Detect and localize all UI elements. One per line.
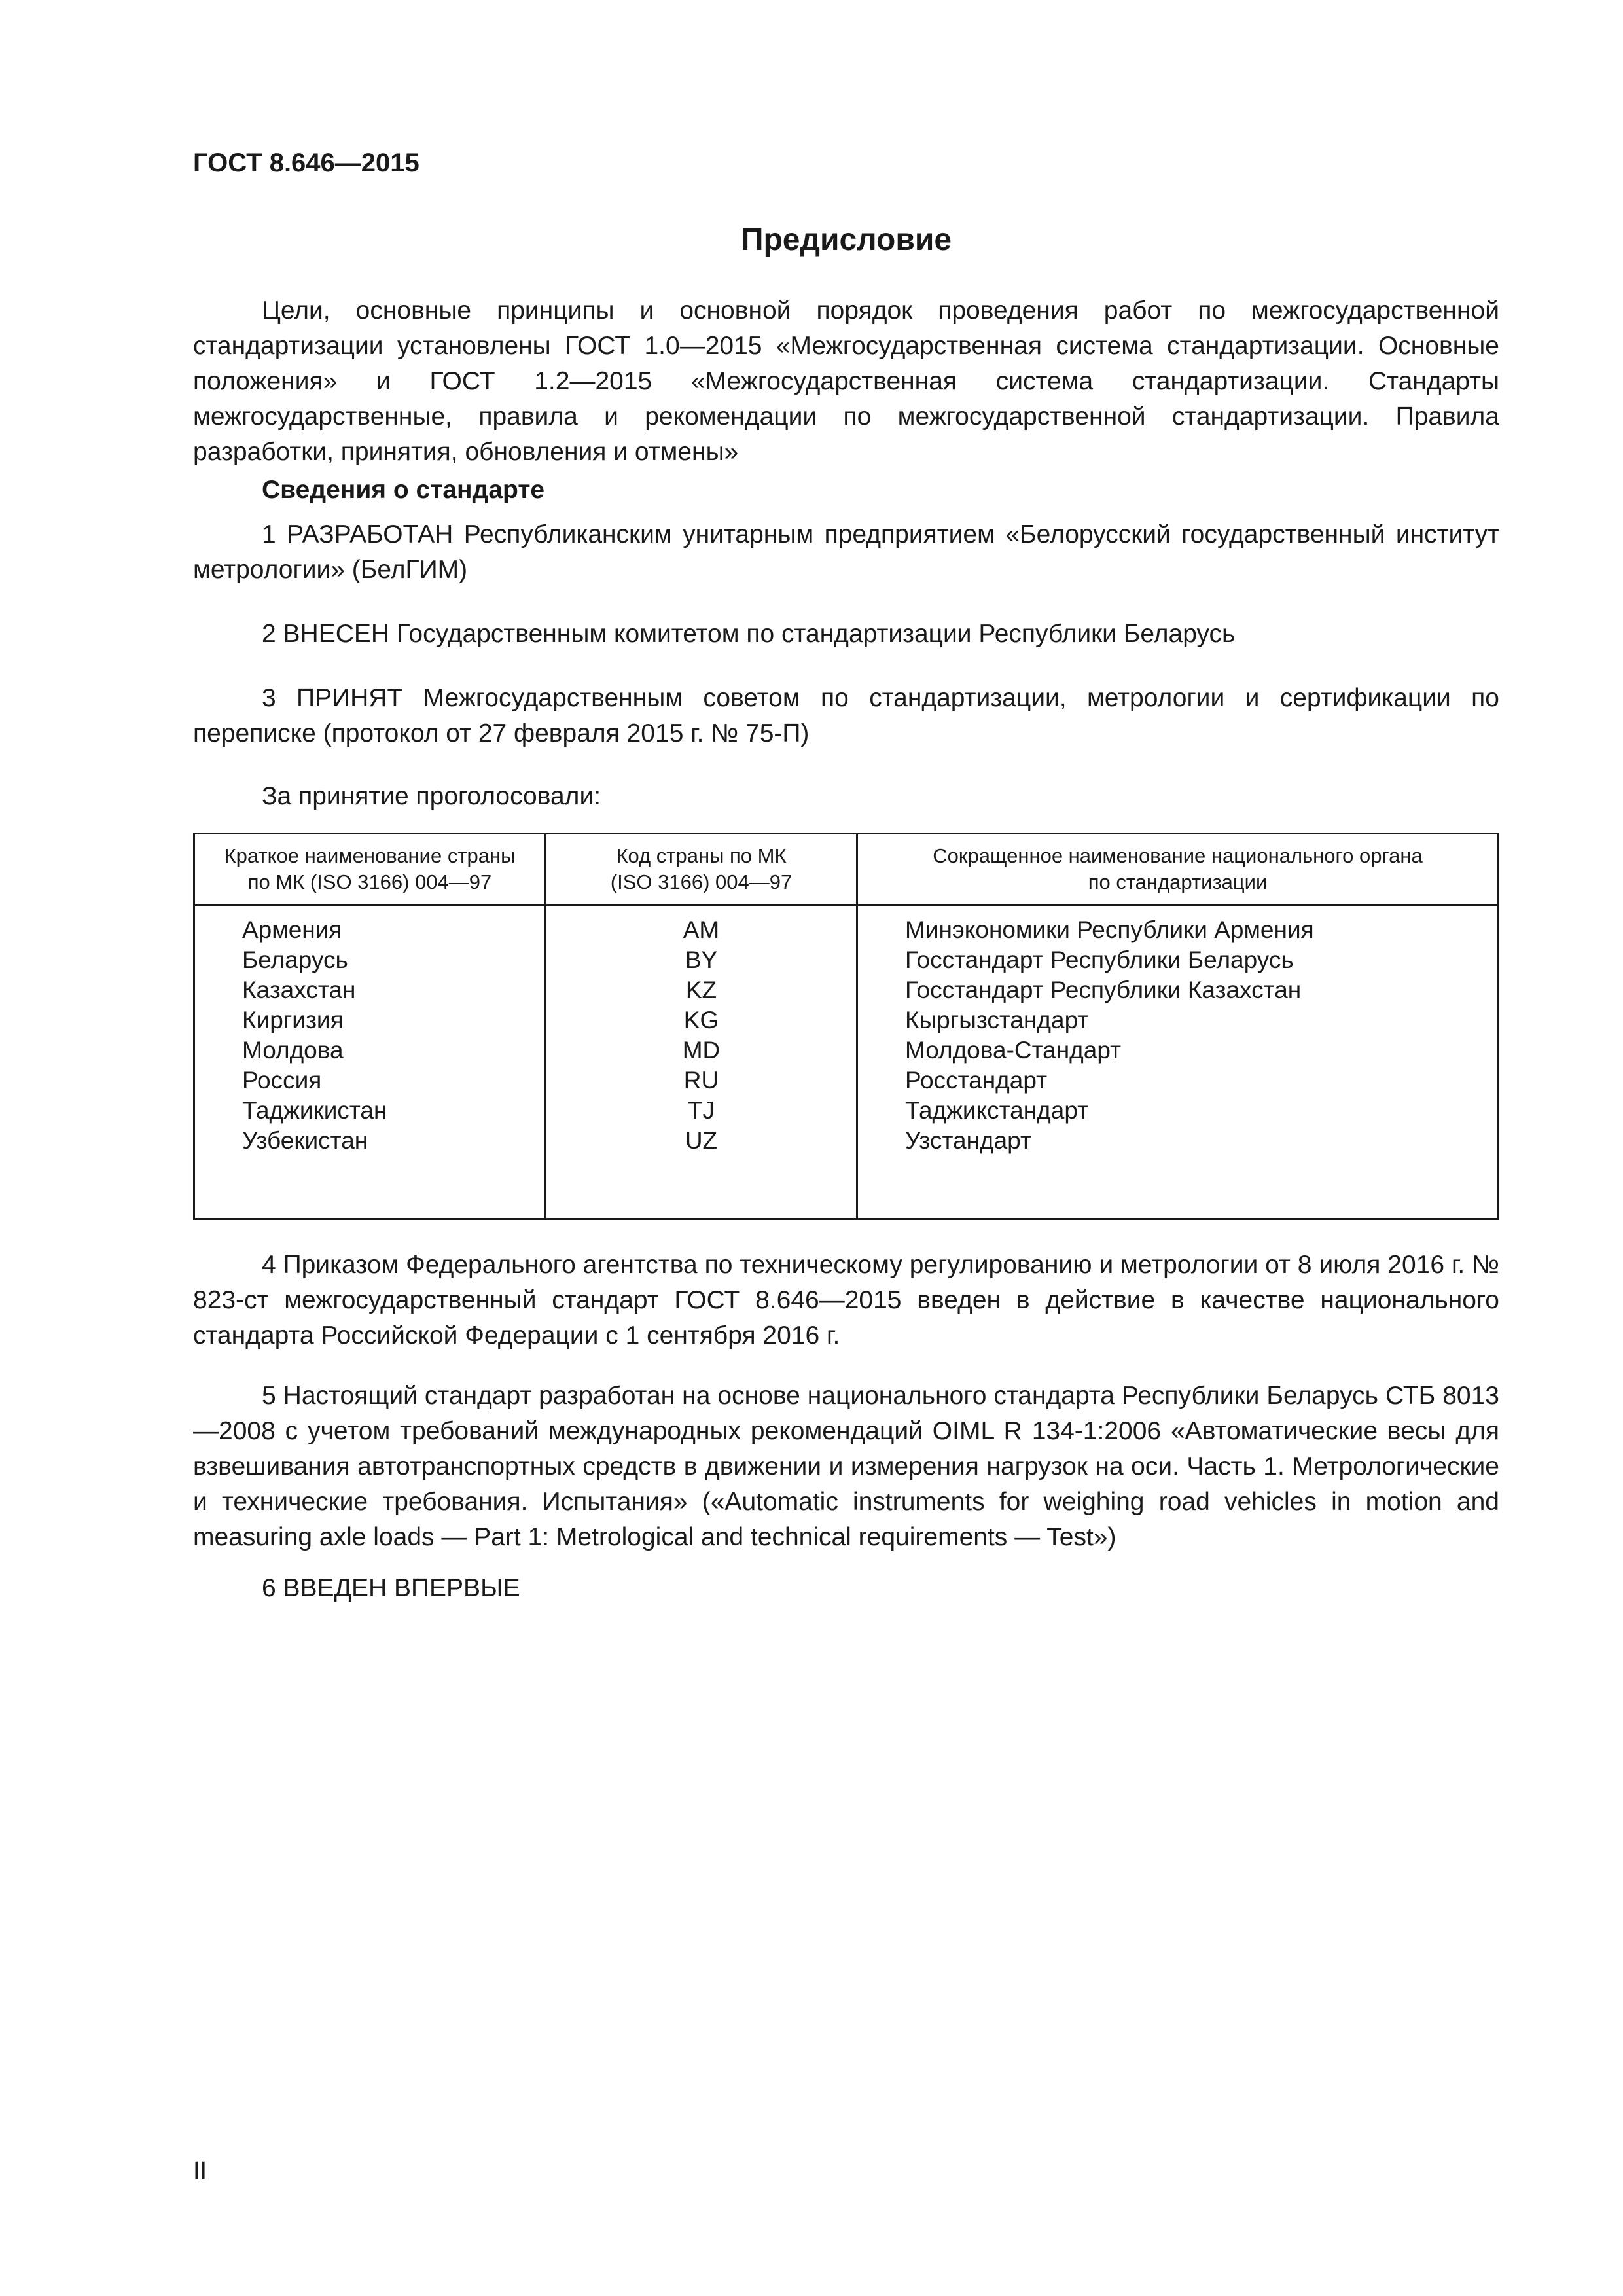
country-name: Узбекистан: [242, 1127, 368, 1154]
standards-body-column: [857, 905, 1499, 1219]
item-introduced: 2 ВНЕСЕН Государственным комитетом по стандартизации Республики Беларусь: [262, 620, 1236, 648]
standards-body: Таджикстандарт: [905, 1097, 1089, 1124]
country-name: Молдова: [242, 1037, 344, 1064]
standards-body: Госстандарт Республики Беларусь: [905, 946, 1294, 973]
country-name: Беларусь: [242, 946, 348, 973]
standards-body: Госстандарт Республики Казахстан: [905, 977, 1302, 1003]
header-body-line2: по стандартизации: [1088, 870, 1268, 893]
country-code: AM: [683, 916, 720, 943]
country-code: TJ: [687, 1097, 715, 1124]
country-name: Киргизия: [242, 1007, 344, 1033]
header-code: [546, 834, 857, 905]
standards-body: Минэкономики Республики Армения: [905, 916, 1314, 943]
header-code-line1: Код страны по МК: [616, 844, 787, 867]
standards-body: Кыргызстандарт: [905, 1007, 1089, 1033]
page-number: II: [193, 2157, 207, 2185]
country-code: RU: [683, 1067, 719, 1094]
country-code: BY: [685, 946, 718, 973]
country-name: Таджикистан: [242, 1097, 387, 1124]
table-header-row: [194, 834, 1499, 905]
item-basis: 5 Настоящий стандарт разработан на основе национального стандарта Республики Беларусь СТБ 8013—2008 с учетом требований международных рекомендаций OIML R 134-1:2006 «Автоматические весы для взвешивания автотранспортных средств в движении и измерения нагрузок на оси. Часть 1. Метрологические и технические требования. Испытания» («Automatic instruments for weighing road vehicles in motion and measuring axle loads — Part 1: Metrological and technical requirements — Test»): [193, 1382, 1499, 1551]
header-body: [857, 834, 1499, 905]
header-body-line1: Сокращенное наименование национального органа: [933, 844, 1423, 867]
intro-paragraph: Цели, основные принципы и основной порядок проведения работ по межгосударственной стандартизации установлены ГОСТ 1.0—2015 «Межгосударственная система стандартизации. Основные положения» и ГОСТ 1.2—2015 «Межгосударственная система стандартизации. Стандарты межгосударственные, правила и рекомендации по межгосударственной стандартизации. Правила разработки, принятия, обновления и отмены»: [193, 296, 1499, 466]
page-title: Предисловие: [740, 223, 952, 257]
header-country-line1: Краткое наименование страны: [224, 844, 516, 867]
vote-intro: За принятие проголосовали:: [262, 782, 601, 810]
country-name: Армения: [242, 916, 342, 943]
item-developed: 1 РАЗРАБОТАН Республиканским унитарным предприятием «Белорусский государственный институт метрологии» (БелГИМ): [193, 520, 1499, 584]
header-country-line2: по МК (ISO 3166) 004—97: [247, 870, 492, 893]
country-code: KZ: [685, 977, 717, 1003]
country-code: KG: [683, 1007, 719, 1033]
header-code-line2: (ISO 3166) 004—97: [610, 870, 793, 893]
country-column: [194, 905, 546, 1219]
country-name: Россия: [242, 1067, 322, 1094]
document-id: ГОСТ 8.646—2015: [193, 149, 419, 177]
standards-body: Узстандарт: [905, 1127, 1031, 1154]
table-body-row: [194, 905, 1499, 1219]
standards-body: Росстандарт: [905, 1067, 1048, 1094]
country-code: UZ: [685, 1127, 718, 1154]
item-adopted: 3 ПРИНЯТ Межгосударственным советом по стандартизации, метрологии и сертификации по переписке (протокол от 27 февраля 2015 г. № 75-П): [193, 684, 1499, 747]
header-country: [194, 834, 546, 905]
code-column: [546, 905, 857, 1219]
section-subheading: Сведения о стандарте: [262, 476, 545, 504]
item-enacted: 4 Приказом Федерального агентства по техническому регулированию и метрологии от 8 июля 2016 г. № 823-ст межгосударственный стандарт ГОСТ 8.646—2015 введен в действие в качестве национального стандарта Российской Федерации с 1 сентября 2016 г.: [193, 1251, 1499, 1350]
voting-table: [193, 833, 1499, 1220]
country-code: MD: [682, 1037, 721, 1064]
item-first-introduced: 6 ВВЕДЕН ВПЕРВЫЕ: [262, 1574, 520, 1602]
standards-body: Молдова-Стандарт: [905, 1037, 1122, 1064]
country-name: Казахстан: [242, 977, 356, 1003]
